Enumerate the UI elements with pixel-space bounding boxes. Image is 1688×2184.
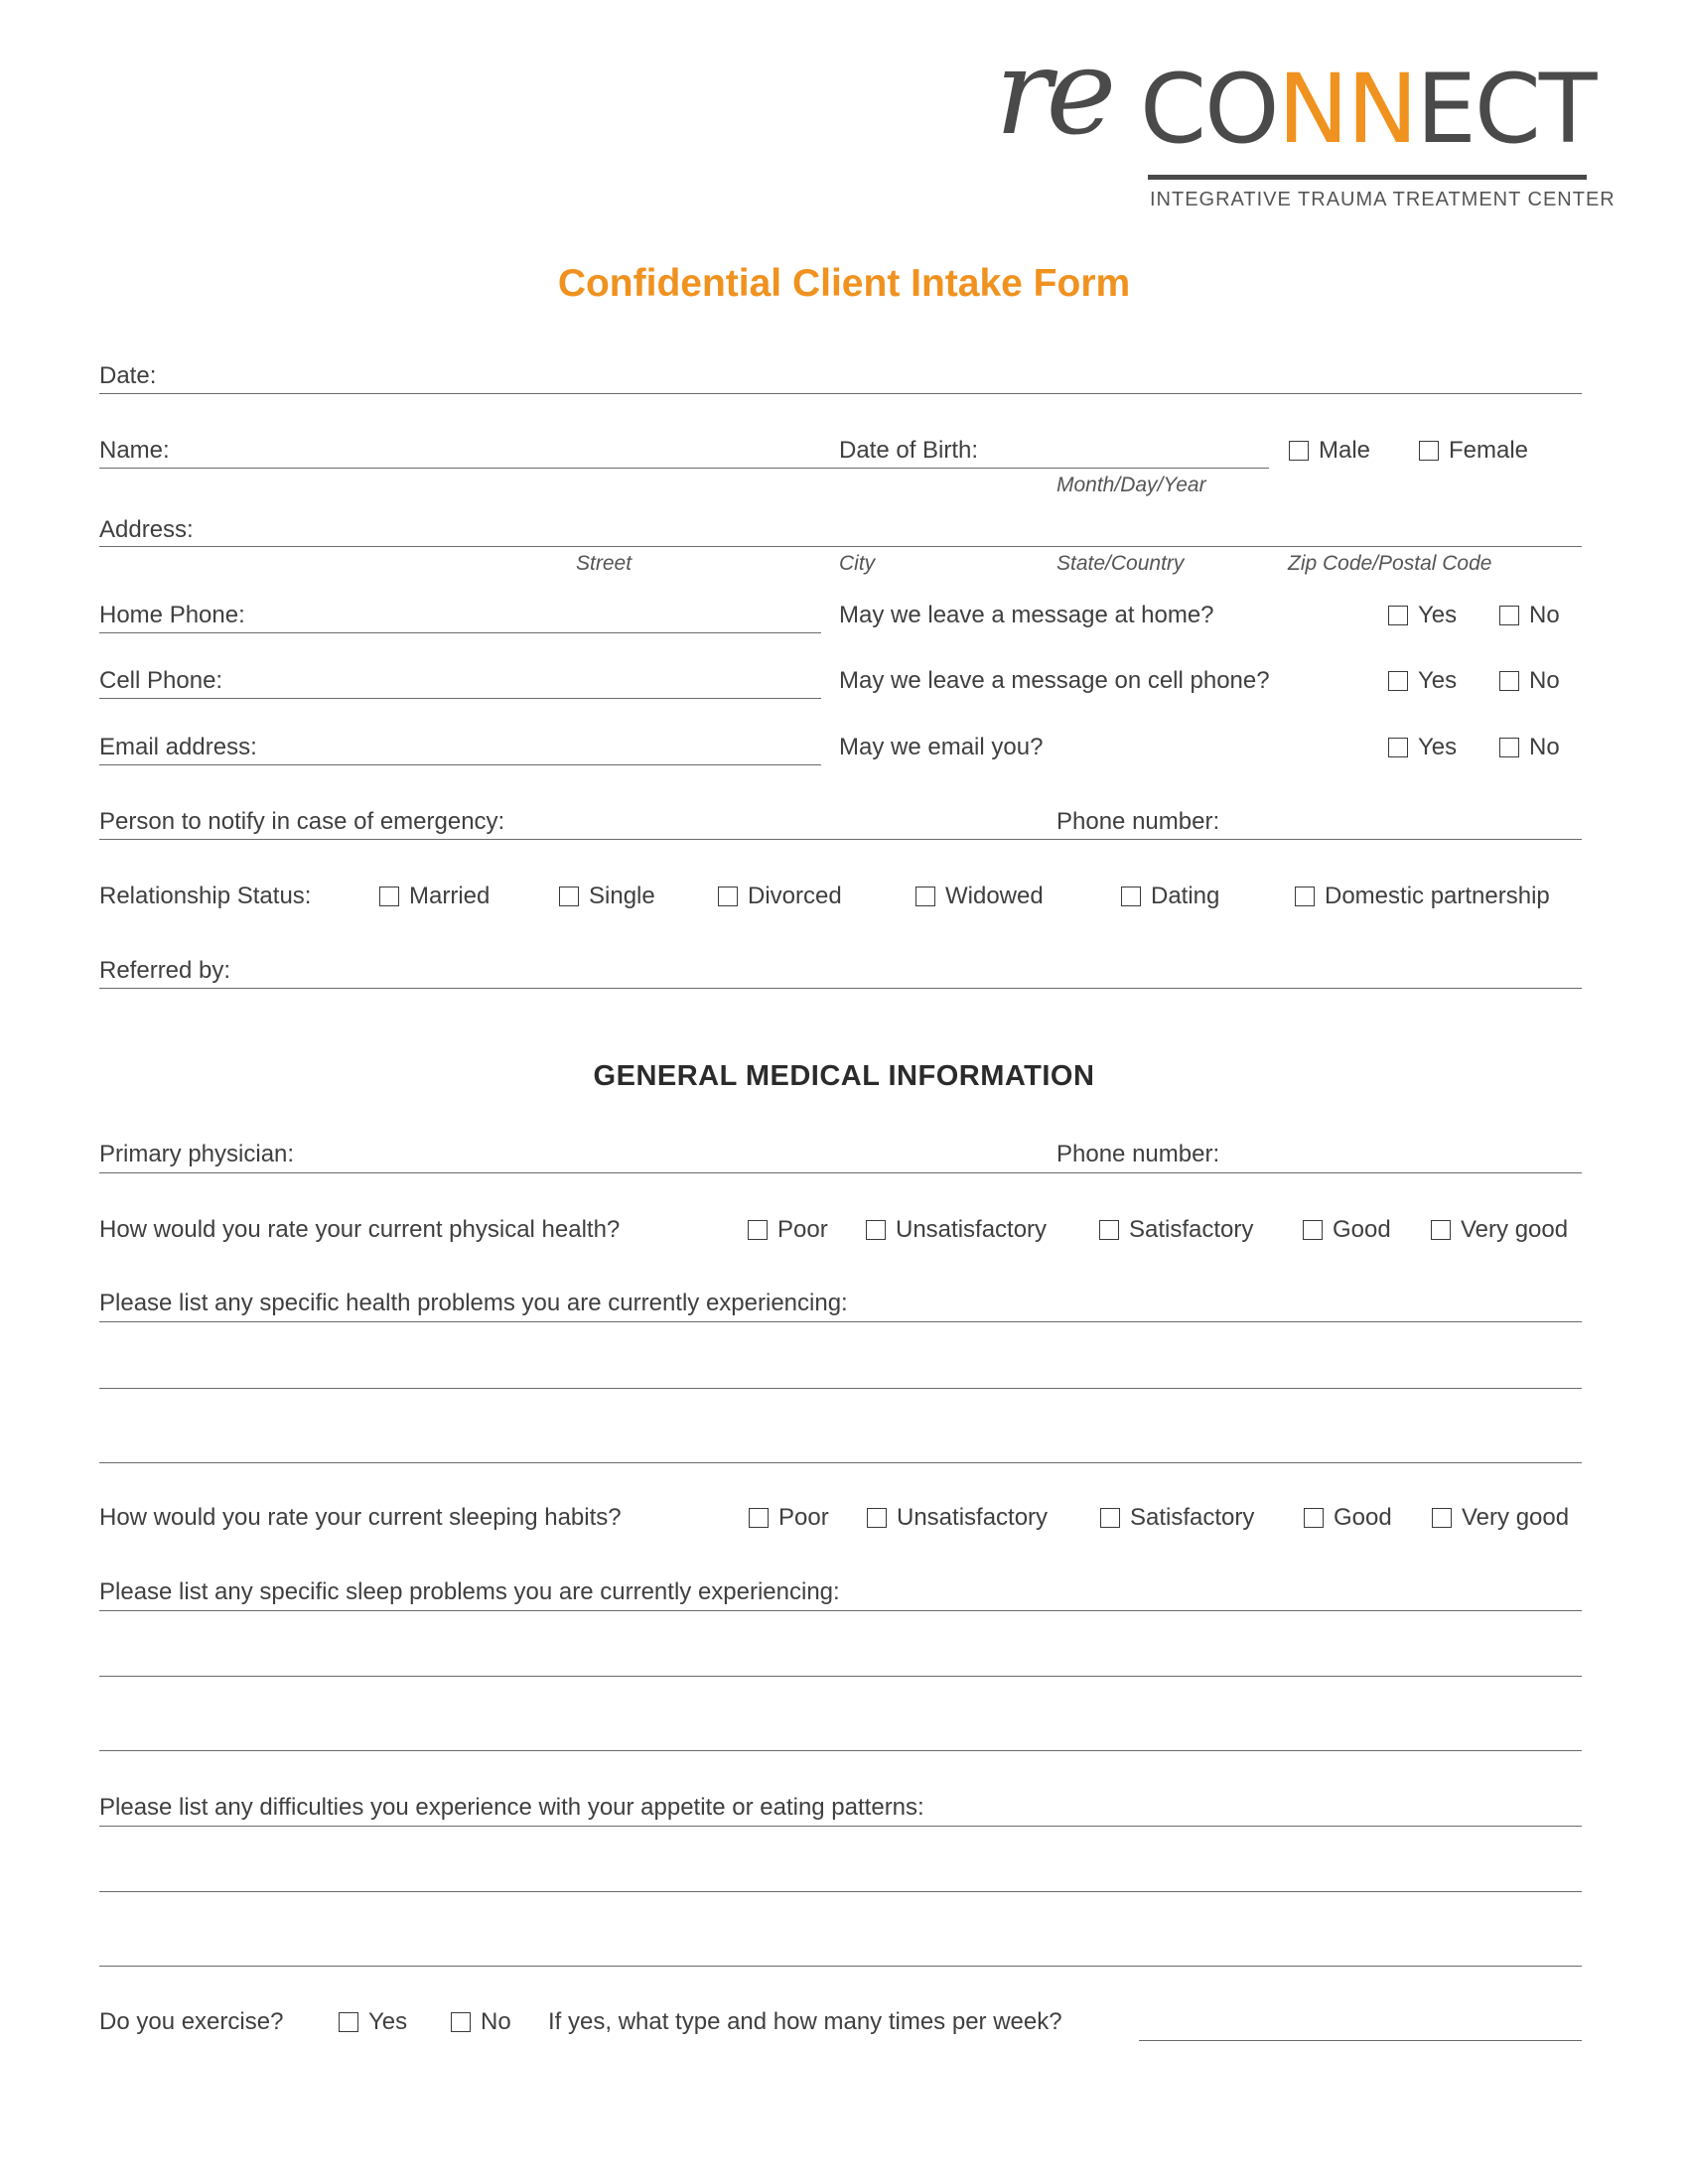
appetite-line-1 (99, 1826, 1582, 1827)
referred-by-line (99, 988, 1582, 989)
checkbox-label: No (1529, 667, 1560, 694)
checkbox-box[interactable] (1289, 441, 1309, 461)
appetite-input-3[interactable] (101, 1933, 1579, 1963)
physical-very-good-checkbox[interactable] (1431, 1216, 1568, 1244)
checkbox-label: Divorced (748, 883, 842, 909)
checkbox-label: Widowed (945, 883, 1044, 909)
sleep-very-good-checkbox[interactable] (1432, 1504, 1569, 1532)
emergency-contact-label: Person to notify in case of emergency: (99, 808, 505, 835)
name-input[interactable] (189, 435, 814, 465)
logo-word-a: CO (1140, 54, 1278, 165)
referred-by-input[interactable] (253, 955, 1579, 985)
checkbox-box[interactable] (1499, 671, 1519, 691)
date-label: Date: (99, 362, 157, 389)
health-problems-input-2[interactable] (101, 1354, 1579, 1384)
address-street-hint: Street (576, 552, 633, 575)
checkbox-box[interactable] (1304, 1508, 1324, 1528)
emergency-line (99, 839, 1582, 840)
checkbox-box[interactable] (718, 887, 738, 906)
address-line (99, 546, 1582, 547)
emergency-phone-input[interactable] (1246, 806, 1579, 836)
logo-word-c: ECT (1416, 54, 1596, 165)
checkbox-box[interactable] (1419, 441, 1439, 461)
home-message-yes-checkbox[interactable] (1388, 602, 1457, 629)
logo-wordmark (1140, 54, 1596, 165)
home-message-no-checkbox[interactable] (1499, 602, 1560, 629)
physician-line (99, 1172, 1582, 1173)
sleep-good-checkbox[interactable] (1304, 1504, 1392, 1532)
checkbox-label: Satisfactory (1129, 1216, 1254, 1243)
home-phone-label: Home Phone: (99, 602, 245, 628)
checkbox-label: Yes (1418, 667, 1458, 694)
checkbox-box[interactable] (867, 1508, 887, 1528)
email-yes-checkbox[interactable] (1388, 734, 1457, 761)
checkbox-label: Domestic partnership (1325, 883, 1550, 909)
health-problems-line-3 (99, 1462, 1582, 1463)
checkbox-box[interactable] (379, 887, 399, 906)
email-line (99, 764, 821, 765)
status-widowed-checkbox[interactable] (915, 883, 1044, 910)
address-state-hint: State/Country (1056, 552, 1185, 575)
home-message-question: May we leave a message at home? (839, 602, 1214, 628)
status-divorced-checkbox[interactable] (718, 883, 842, 910)
checkbox-box[interactable] (559, 887, 579, 906)
address-label: Address: (99, 516, 194, 543)
email-no-checkbox[interactable] (1499, 734, 1560, 761)
checkbox-box[interactable] (1100, 1508, 1120, 1528)
medical-section-heading: GENERAL MEDICAL INFORMATION (593, 1060, 1095, 1092)
checkbox-box[interactable] (866, 1220, 886, 1240)
checkbox-box[interactable] (1388, 606, 1408, 625)
physician-input[interactable] (323, 1139, 1038, 1168)
checkbox-box[interactable] (1431, 1220, 1451, 1240)
health-problems-line-2 (99, 1388, 1582, 1389)
checkbox-label: Poor (778, 1504, 829, 1531)
cell-message-yes-checkbox[interactable] (1388, 667, 1457, 695)
cell-phone-line (99, 698, 821, 699)
checkbox-label: No (481, 2008, 511, 2035)
appetite-input-2[interactable] (101, 1858, 1579, 1888)
sleep-problems-label: Please list any specific sleep problems you are currently experiencing: (99, 1578, 840, 1605)
checkbox-box[interactable] (1121, 887, 1141, 906)
checkbox-label: No (1529, 602, 1560, 628)
checkbox-label: Unsatisfactory (896, 1216, 1048, 1243)
form-title: Confidential Client Intake Form (557, 262, 1131, 305)
exercise-detail-label: If yes, what type and how many times per week? (548, 2008, 1062, 2035)
email-label: Email address: (99, 734, 257, 760)
date-input[interactable] (179, 360, 1579, 390)
checkbox-label: Male (1319, 437, 1371, 464)
emergency-contact-input[interactable] (561, 806, 1038, 836)
physician-phone-label: Phone number: (1056, 1141, 1220, 1167)
gender-female-checkbox[interactable] (1419, 437, 1528, 465)
physical-good-checkbox[interactable] (1303, 1216, 1391, 1244)
checkbox-box[interactable] (749, 1508, 769, 1528)
checkbox-box[interactable] (1432, 1508, 1452, 1528)
checkbox-box[interactable] (1295, 887, 1315, 906)
checkbox-box[interactable] (1388, 738, 1408, 757)
checkbox-box[interactable] (1499, 738, 1519, 757)
physician-label: Primary physician: (99, 1141, 295, 1167)
logo-underline (1148, 175, 1587, 180)
logo-script-re: re (995, 24, 1111, 162)
status-single-checkbox[interactable] (559, 883, 655, 910)
relationship-status-label: Relationship Status: (99, 883, 312, 909)
health-problems-label: Please list any specific health problems you are currently experiencing: (99, 1290, 848, 1316)
checkbox-box[interactable] (1388, 671, 1408, 691)
name-line (99, 468, 1269, 469)
exercise-detail-line (1139, 2040, 1582, 2041)
health-problems-input-3[interactable] (101, 1430, 1579, 1459)
checkbox-label: Dating (1151, 883, 1220, 909)
checkbox-label: No (1529, 734, 1560, 760)
checkbox-box[interactable] (1099, 1220, 1119, 1240)
email-input[interactable] (280, 732, 817, 761)
checkbox-label: Very good (1461, 1216, 1569, 1243)
gender-male-checkbox[interactable] (1289, 437, 1370, 465)
address-city-hint: City (839, 552, 876, 575)
name-label: Name: (99, 437, 170, 464)
health-problems-line-1 (99, 1321, 1582, 1322)
status-married-checkbox[interactable] (379, 883, 490, 910)
sleep-problems-line-3 (99, 1750, 1582, 1751)
checkbox-box[interactable] (451, 2012, 471, 2032)
exercise-detail-input[interactable] (1142, 2006, 1579, 2036)
home-phone-line (99, 632, 821, 633)
home-phone-input[interactable] (266, 600, 817, 629)
checkbox-box[interactable] (748, 1220, 768, 1240)
checkbox-label: Poor (777, 1216, 828, 1243)
sleep-problems-line-2 (99, 1676, 1582, 1677)
sleep-poor-checkbox[interactable] (749, 1504, 829, 1532)
cell-message-no-checkbox[interactable] (1499, 667, 1560, 695)
logo-word-b: NN (1277, 54, 1417, 165)
dob-hint: Month/Day/Year (1056, 474, 1206, 496)
emergency-phone-label: Phone number: (1056, 808, 1220, 835)
cell-message-question: May we leave a message on cell phone? (839, 667, 1270, 694)
address-input[interactable] (209, 514, 1579, 544)
sleep-habits-question: How would you rate your current sleeping habits? (99, 1504, 622, 1531)
sleep-problems-input-3[interactable] (101, 1717, 1579, 1747)
appetite-label: Please list any difficulties you experience with your appetite or eating patterns: (99, 1794, 924, 1821)
physician-phone-input[interactable] (1246, 1139, 1579, 1168)
email-question: May we email you? (839, 734, 1044, 760)
physical-satisfactory-checkbox[interactable] (1099, 1216, 1253, 1244)
sleep-unsatisfactory-checkbox[interactable] (867, 1504, 1048, 1532)
dob-label: Date of Birth: (839, 437, 979, 464)
sleep-satisfactory-checkbox[interactable] (1100, 1504, 1254, 1532)
exercise-yes-checkbox[interactable] (339, 2008, 407, 2036)
appetite-input-1[interactable] (1033, 1792, 1579, 1822)
appetite-line-2 (99, 1891, 1582, 1892)
checkbox-label: Satisfactory (1130, 1504, 1255, 1531)
checkbox-label: Yes (368, 2008, 408, 2035)
checkbox-label: Single (589, 883, 655, 909)
exercise-question: Do you exercise? (99, 2008, 284, 2035)
sleep-problems-input-1[interactable] (923, 1576, 1579, 1606)
physical-poor-checkbox[interactable] (748, 1216, 828, 1244)
date-line (99, 393, 1582, 394)
checkbox-label: Very good (1462, 1504, 1570, 1531)
status-dating-checkbox[interactable] (1121, 883, 1219, 910)
status-domestic-partnership-checkbox[interactable] (1295, 883, 1550, 910)
checkbox-label: Married (409, 883, 491, 909)
checkbox-box[interactable] (1499, 606, 1519, 625)
checkbox-label: Good (1334, 1504, 1392, 1531)
logo-tagline: INTEGRATIVE TRAUMA TREATMENT CENTER (1150, 189, 1616, 210)
referred-by-label: Referred by: (99, 957, 231, 984)
checkbox-label: Unsatisfactory (897, 1504, 1049, 1531)
sleep-problems-input-2[interactable] (101, 1643, 1579, 1673)
checkbox-box[interactable] (339, 2012, 358, 2032)
checkbox-label: Good (1333, 1216, 1391, 1243)
checkbox-box[interactable] (1303, 1220, 1323, 1240)
checkbox-label: Yes (1418, 734, 1458, 760)
address-zip-hint: Zip Code/Postal Code (1288, 552, 1492, 575)
physical-health-question: How would you rate your current physical health? (99, 1216, 621, 1243)
dob-input[interactable] (1003, 435, 1266, 465)
sleep-problems-line-1 (99, 1610, 1582, 1611)
checkbox-label: Yes (1418, 602, 1458, 628)
cell-phone-input[interactable] (238, 665, 817, 695)
physical-unsatisfactory-checkbox[interactable] (866, 1216, 1047, 1244)
exercise-no-checkbox[interactable] (451, 2008, 511, 2036)
checkbox-label: Female (1449, 437, 1529, 464)
health-problems-input-1[interactable] (933, 1288, 1579, 1317)
checkbox-box[interactable] (915, 887, 935, 906)
appetite-line-3 (99, 1966, 1582, 1967)
cell-phone-label: Cell Phone: (99, 667, 223, 694)
